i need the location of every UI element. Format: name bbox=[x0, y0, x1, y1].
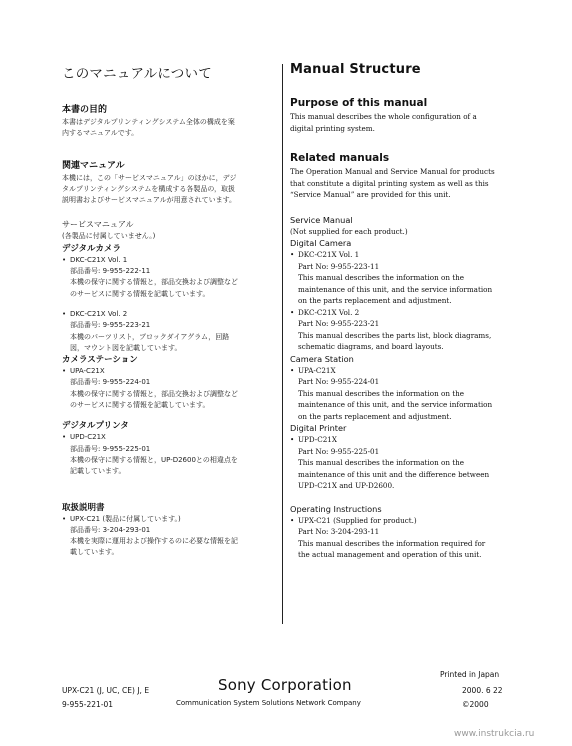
en-purpose-line: This manual describes the whole configuration of a bbox=[290, 112, 477, 121]
item-desc: schematic diagrams, and board layouts. bbox=[298, 342, 444, 351]
jp-purpose-line: 本書はデジタルプリンティングシステム全体の構成を案 bbox=[62, 118, 235, 126]
en-service-heading: Service Manual bbox=[290, 214, 353, 225]
jp-service-section bbox=[62, 219, 276, 558]
jp-purpose-heading: 本書の目的 bbox=[62, 105, 108, 115]
jp-related-line: 説明書およびサービスマニュアルが用意されています。 bbox=[62, 196, 237, 205]
en-related-line: “Service Manual” are provided for this unit. bbox=[290, 190, 451, 199]
part-number: 部品番号: 9-955-223-21 bbox=[70, 321, 151, 330]
item-desc: 本機を実際に運用および操作するのに必要な情報を記 bbox=[70, 537, 238, 546]
item-desc: on the parts replacement and adjustment. bbox=[298, 411, 452, 421]
list-item: • DKC-C21X Vol. 2 bbox=[290, 307, 360, 317]
item-desc: maintenance of this unit and the difference between bbox=[298, 469, 490, 479]
jp-title: このマニュアルについて bbox=[62, 66, 212, 82]
part-number: Part No: 9-955-223-21 bbox=[298, 319, 380, 328]
jp-op-heading: 取扱説明書 bbox=[62, 502, 105, 513]
item-desc: on the parts replacement and adjustment. bbox=[298, 296, 452, 305]
part-number: Part No: 9-955-225-01 bbox=[298, 446, 380, 456]
item-desc: 図，マウント図を記載しています。 bbox=[70, 343, 182, 352]
list-item: • DKC-C21X Vol. 1 bbox=[62, 255, 128, 264]
part-number: Part No: 9-955-223-11 bbox=[298, 261, 380, 271]
en-purpose-line: digital printing system. bbox=[290, 123, 375, 133]
item-desc: 本機の保守に関する情報と，UP-D2600との相違点を bbox=[70, 455, 238, 464]
jp-station-heading: カメラステーション bbox=[62, 355, 138, 366]
jp-related-heading: 関連マニュアル bbox=[62, 160, 125, 171]
page-footer bbox=[0, 668, 572, 728]
part-number: Part No: 3-204-293-11 bbox=[298, 527, 380, 536]
item-desc: This manual describes the information on the bbox=[298, 458, 465, 467]
part-number: 部品番号: 9-955-225-01 bbox=[70, 444, 151, 453]
item-desc: maintenance of this unit, and the service information bbox=[298, 400, 493, 409]
column-divider bbox=[282, 64, 283, 624]
copyright: ©2000 bbox=[462, 700, 489, 709]
list-item: • DKC-C21X Vol. 2 bbox=[62, 309, 128, 318]
jp-service-note: (各製品に付属していません。) bbox=[62, 232, 156, 241]
item-desc: 本機の保守に関する情報と，部品交換および調整など bbox=[70, 389, 238, 398]
part-number: Part No: 9-955-224-01 bbox=[298, 377, 380, 386]
japanese-column bbox=[62, 62, 276, 559]
en-service-section bbox=[290, 214, 510, 561]
part-number: 部品番号: 3-204-293-01 bbox=[70, 525, 151, 534]
en-printer-heading: Digital Printer bbox=[290, 423, 347, 433]
jp-printer-heading: デジタルプリンタ bbox=[62, 421, 129, 432]
jp-related-section bbox=[62, 158, 276, 207]
list-item: • UPX-C21 (製品に付属しています。) bbox=[62, 514, 181, 523]
part-number: 部品番号: 9-955-224-01 bbox=[70, 378, 151, 387]
watermark: www.instrukcia.ru bbox=[454, 729, 535, 739]
item-desc: This manual describes the information on the bbox=[298, 388, 465, 398]
jp-related-line: タルプリンティングシステムを構成する各製品の，取扱 bbox=[62, 184, 236, 193]
en-related-line: The Operation Manual and Service Manual for products bbox=[290, 167, 495, 176]
item-desc: maintenance of this unit, and the service information bbox=[298, 284, 493, 294]
item-desc: This manual describes the information on the bbox=[298, 273, 465, 282]
en-op-heading: Operating Instructions bbox=[290, 503, 382, 514]
footer-part-number: 9-955-221-01 bbox=[62, 700, 114, 709]
part-number: 部品番号: 9-955-222-11 bbox=[70, 267, 151, 276]
list-item: • UPA-C21X bbox=[290, 365, 336, 375]
company-division: Communication System Solutions Network Company bbox=[176, 699, 361, 707]
list-item: • UPA-C21X bbox=[62, 367, 105, 376]
printed-in: Printed in Japan bbox=[440, 670, 500, 679]
en-purpose-section bbox=[290, 97, 510, 134]
item-desc: the actual management and operation of this unit. bbox=[298, 550, 482, 559]
en-related-section bbox=[290, 152, 510, 201]
company-name: Sony Corporation bbox=[218, 676, 352, 694]
list-item: • UPD-C21X bbox=[290, 435, 337, 444]
item-desc: のサービスに関する情報を記載しています。 bbox=[70, 289, 210, 298]
list-item: • UPD-C21X bbox=[62, 433, 106, 442]
item-desc: UPD-C21X and UP-D2600. bbox=[298, 481, 395, 490]
en-related-line: that constitute a digital printing system as well as this bbox=[290, 178, 489, 188]
list-item: • DKC-C21X Vol. 1 bbox=[290, 250, 360, 259]
jp-related-line: 本機には，この「サービスマニュアル」のほかに，デジ bbox=[62, 173, 237, 182]
print-date: 2000. 6 22 bbox=[462, 686, 503, 695]
jp-purpose-section bbox=[62, 102, 276, 140]
en-related-heading: Related manuals bbox=[290, 152, 390, 164]
item-desc: のサービスに関する情報を記載しています。 bbox=[70, 401, 210, 410]
en-title: Manual Structure bbox=[290, 62, 421, 77]
list-item: • UPX-C21 (Supplied for product.) bbox=[290, 515, 417, 525]
model-number: UPX-C21 (J, UC, CE) J, E bbox=[62, 686, 150, 695]
en-service-note: (Not supplied for each product.) bbox=[290, 226, 408, 236]
en-station-heading: Camera Station bbox=[290, 353, 354, 364]
jp-camera-heading: デジタルカメラ bbox=[62, 243, 121, 254]
en-camera-heading: Digital Camera bbox=[290, 238, 352, 248]
english-column bbox=[290, 62, 510, 561]
item-desc: This manual describes the information required for bbox=[298, 538, 486, 548]
jp-service-heading: サービスマニュアル bbox=[62, 220, 134, 230]
en-purpose-heading: Purpose of this manual bbox=[290, 97, 428, 109]
item-desc: 記載しています。 bbox=[70, 467, 126, 476]
item-desc: 本機のパーツリスト，ブロックダイアグラム，回路 bbox=[70, 332, 230, 341]
item-desc: 載しています。 bbox=[70, 548, 119, 557]
item-desc: 本機の保守に関する情報と，部品交換および調整など bbox=[70, 278, 238, 287]
item-desc: This manual describes the parts list, block diagrams, bbox=[298, 330, 492, 340]
jp-purpose-line: 内するマニュアルです。 bbox=[62, 129, 139, 138]
